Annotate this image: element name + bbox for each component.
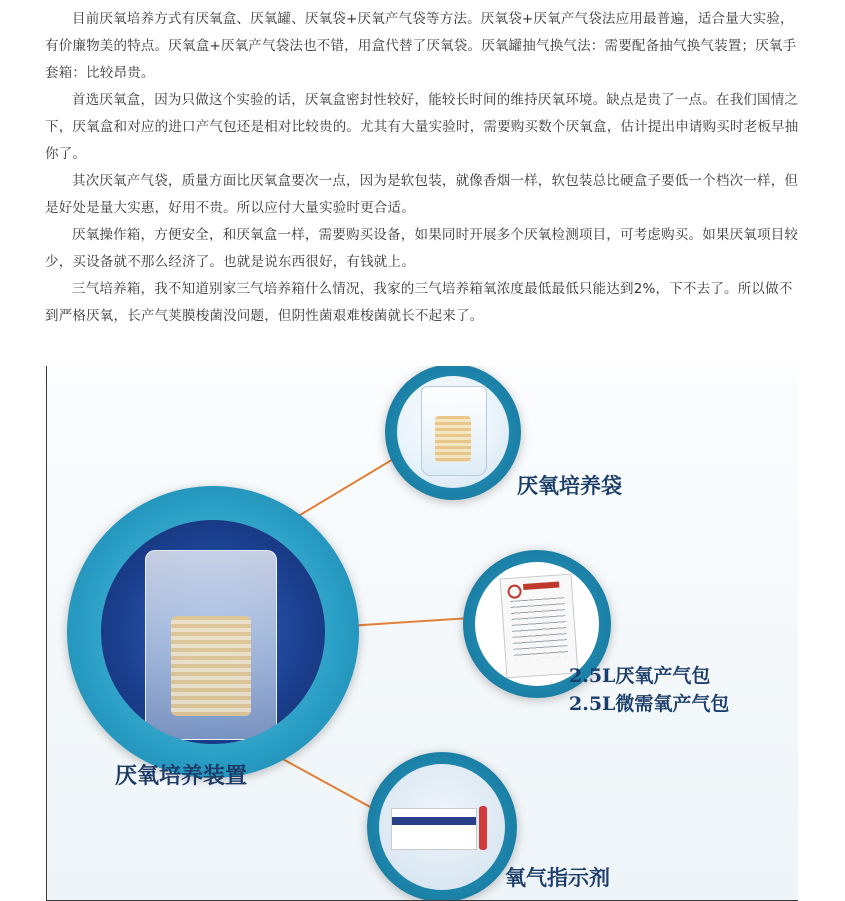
indicator-box-stripe — [392, 817, 476, 825]
paragraph-gas-bag: 其次厌氧产气袋，质量方面比厌氧盒要次一点，因为是软包装，就像香烟一样，软包装总比硬盒子要低一个档次一样，但是好处是量大实惠，好用不贵。所以应付大量实验时更合适。 — [45, 173, 799, 216]
label-gas-packs — [569, 662, 729, 718]
indicator-photo — [379, 764, 505, 890]
pack-text-lines — [510, 597, 568, 661]
paragraph-anaerobic-box: 首选厌氧盒，因为只做这个实验的话，厌氧盒密封性较好，能较长时间的维持厌氧环境。缺点是贵了一点。在我们国情之下，厌氧盒和对应的进口产气包还是相对比较贵的。尤其有大量实验时，需要购买数个厌氧盒，估计提出申请购买时老板早抽你了。 — [45, 92, 799, 162]
pack-title-bar — [523, 582, 559, 590]
indicator-photo-ring — [367, 752, 517, 901]
label-oxygen-indicator: 氧气指示剂 — [505, 865, 610, 890]
label-culture-bag: 厌氧培养袋 — [517, 473, 622, 498]
bag-photo — [397, 376, 509, 488]
indicator-box-illustration — [391, 808, 477, 850]
device-photo-ring — [67, 486, 359, 778]
paragraph-intro: 目前厌氧培养方式有厌氧盒、厌氧罐、厌氧袋+厌氧产气袋等方法。厌氧袋+厌氧产气袋法应用最普遍，适合量大实验，有价廉物美的特点。厌氧盒+厌氧产气袋法也不错，用盒代替了厌氧袋。厌氧罐抽气换气法：需要配备抽气换气装置；厌氧手套箱：比较昂贵。 — [45, 11, 797, 81]
article-text — [45, 6, 803, 330]
label-culture-device: 厌氧培养装置 — [115, 763, 248, 789]
product-figure — [46, 366, 798, 901]
petri-dish-stack-illustration — [171, 616, 251, 716]
dish-stack-illustration — [435, 416, 471, 462]
bag-photo-ring — [385, 366, 521, 500]
indicator-tube-illustration — [479, 806, 487, 850]
paragraph-tri-gas-incubator: 三气培养箱，我不知道别家三气培养箱什么情况，我家的三气培养箱氧浓度最低最低只能达到2%，下不去了。所以做不到严格厌氧，长产气荚膜梭菌没问题，但阴性菌艰难梭菌就长不起来了。 — [45, 281, 793, 324]
logo-icon — [507, 584, 522, 599]
gas-pack-illustration — [500, 574, 579, 679]
label-anaerobic-gas-pack: 2.5L厌氧产气包 — [569, 665, 711, 687]
label-microaerobic-gas-pack: 2.5L微需氧产气包 — [569, 693, 730, 715]
paragraph-operation-box: 厌氧操作箱，方便安全，和厌氧盒一样，需要购买设备，如果同时开展多个厌氧检测项目，可考虑购买。如果厌氧项目较少，买设备就不那么经济了。也就是说东西很好，有钱就上。 — [45, 227, 799, 270]
device-photo — [101, 520, 325, 744]
